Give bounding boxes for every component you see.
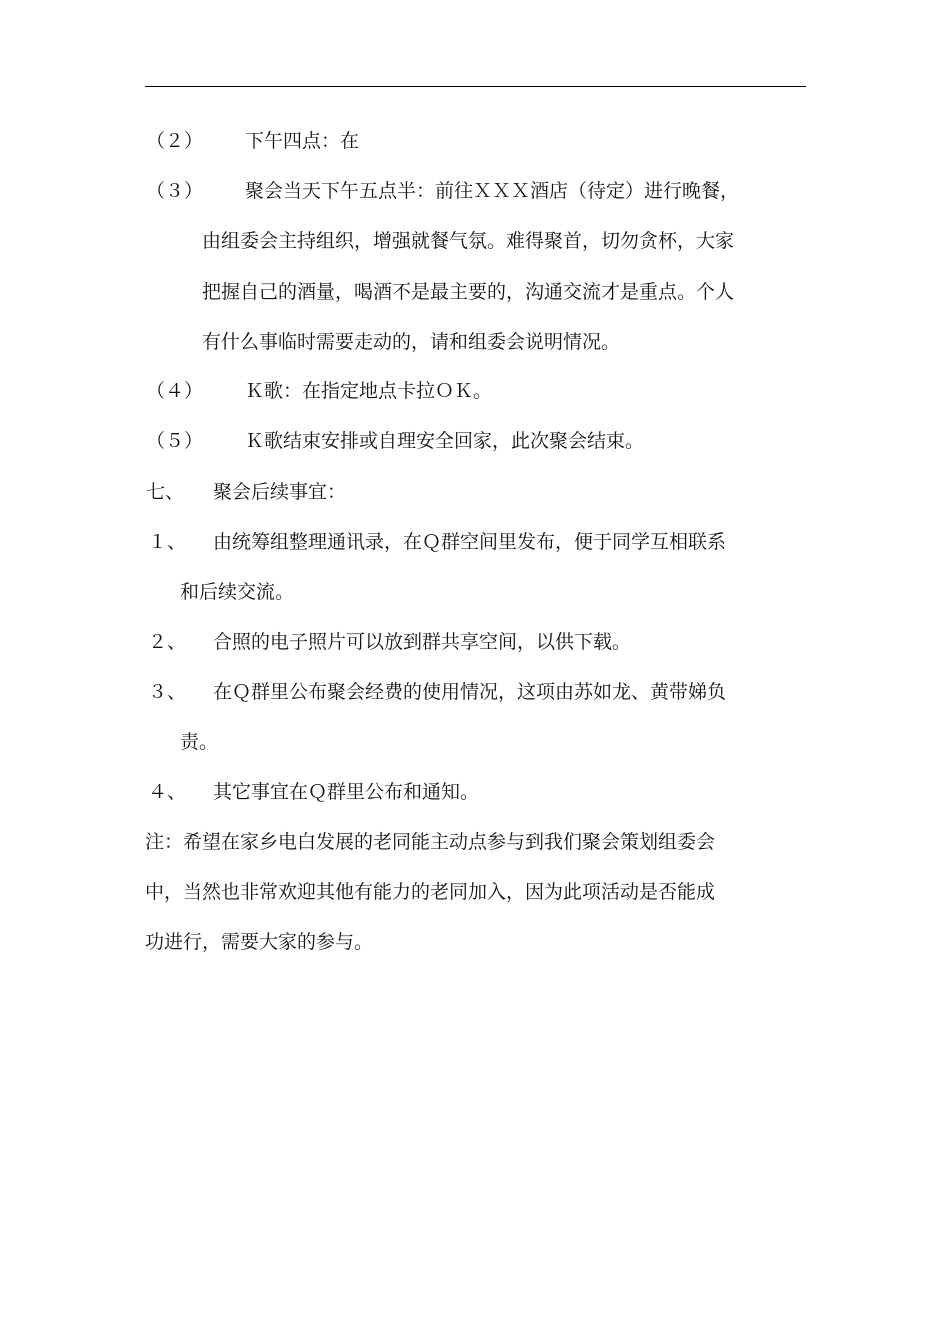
item-4-marker: （４）	[146, 380, 204, 402]
sub-item-2-marker: ２、	[148, 631, 187, 653]
sub-item-3-line-2: 责。	[180, 731, 219, 753]
sub-item-3-marker: ３、	[148, 681, 187, 703]
item-2-line-1: 下午四点：在	[245, 130, 360, 152]
sub-item-4-line-1: 其它事宜在Ｑ群里公布和通知。	[213, 781, 480, 803]
item-3-line-3: 把握自己的酒量，喝酒不是最主要的，沟通交流才是重点。个人	[202, 281, 735, 303]
sub-item-1-line-1: 由统筹组整理通讯录，在Ｑ群空间里发布，便于同学互相联系	[213, 531, 727, 553]
item-3-marker: （３）	[146, 180, 204, 202]
section-7-title: 聚会后续事宜：	[213, 481, 347, 503]
sub-item-4-marker: ４、	[148, 781, 187, 803]
item-2-marker: （２）	[146, 130, 204, 152]
section-7-marker: 七、	[146, 481, 185, 503]
sub-item-1-marker: １、	[148, 531, 187, 553]
sub-item-2-line-1: 合照的电子照片可以放到群共享空间，以供下载。	[213, 631, 632, 653]
sub-item-3-line-1: 在Ｑ群里公布聚会经费的使用情况，这项由苏如龙、黄带娣负	[213, 681, 727, 703]
item-3-line-1: 聚会当天下午五点半：前往ＸＸＸ酒店（待定）进行晚餐，	[245, 180, 740, 202]
note-line-1: 注：希望在家乡电白发展的老同能主动点参与到我们聚会策划组委会	[145, 831, 716, 853]
item-4-line-1: Ｋ歌：在指定地点卡拉ＯＫ。	[245, 380, 493, 402]
item-5-marker: （５）	[146, 430, 204, 452]
item-5-line-1: Ｋ歌结束安排或自理安全回家，此次聚会结束。	[245, 430, 645, 452]
item-3-line-2: 由组委会主持组织，增强就餐气氛。难得聚首，切勿贪杯，大家	[202, 230, 735, 252]
header-rule	[145, 86, 806, 87]
note-line-3: 功进行，需要大家的参与。	[145, 931, 374, 953]
item-3-line-4: 有什么事临时需要走动的，请和组委会说明情况。	[202, 331, 621, 353]
note-line-2: 中，当然也非常欢迎其他有能力的老同加入，因为此项活动是否能成	[145, 881, 716, 903]
sub-item-1-line-2: 和后续交流。	[180, 581, 295, 603]
